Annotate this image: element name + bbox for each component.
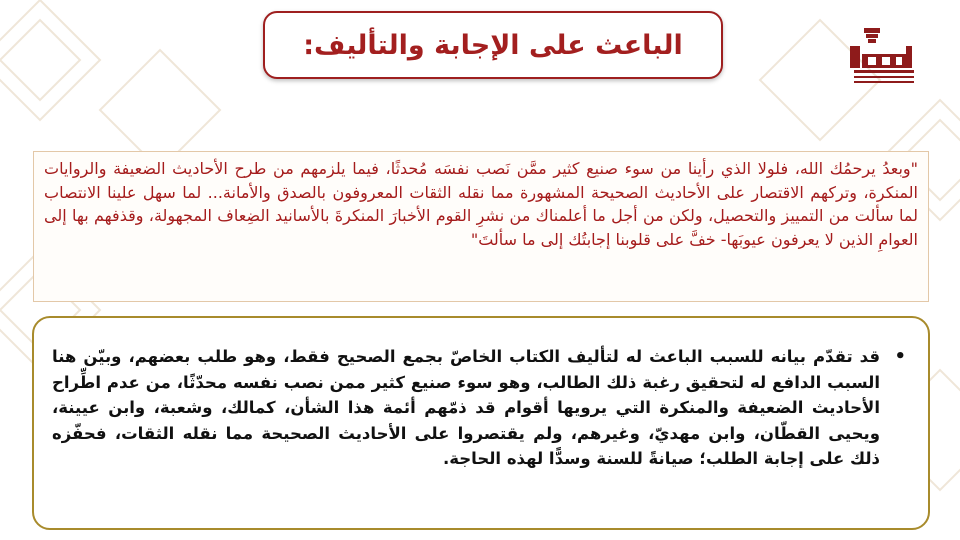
slide-title: الباعث على الإجابة والتأليف: (303, 29, 683, 61)
bullet-point: • (894, 346, 906, 367)
explanation-paragraph (52, 344, 910, 472)
muslim-quote: "وبعدُ يرحمُك الله، فلولا الذي رأينا من سوء صنيع كثير ممَّن نَصب نفسَه مُحدثًا، فيما يلزمهم من طرح الأحاديث الضعيفة والروايات المنكرة، وتركهم الاقتصار على الأحاديث الصحيحة المشهورة مما نقله الثقات المعروفون بالصدق والأمانة... لما سهل علينا الانتصاب لما سألت من التمييز والتحصيل، ولكن من أجل ما أعلمناك من نشرِ القوم الأخبارَ المنكرةَ بالأسانيد الضِعاف المجهولة، وقذفهم بها إلى العوامِ الذين لا يعرفون عيوبَها- خفَّ على قلوبنا إجابتُك إلى ما سألتَ" (44, 159, 918, 249)
quote-box (33, 151, 929, 302)
ihkam-logo (846, 26, 928, 92)
title-box (263, 11, 723, 79)
explanation-text: قد تقدّم بيانه للسبب الباعث له لتأليف الكتاب الخاصّ بجمع الصحيح فقط، وهو طلب بعضهم، وبيّن هنا السبب الدافع له لتحقيق رغبة ذلك الطالب، وهو سوء صنيع كثير ممن نصب نفسه محدّثًا، من عدم اطِّراح الأحاديث الضعيفة والمنكرة التي يرويها أقوام قد ذمّهم أئمة هذا الشأن، كمالك، وشعبة، وابن عيينة، ويحيى القطّان، وابن مهديّ، وغيرهم، ولم يقتصروا على الأحاديث الصحيحة مما نقله الثقات، فحفّزه ذلك على إجابة الطلب؛ صيانةً للسنة وسدًّا لهذه الحاجة. (52, 347, 880, 468)
explanation-box (32, 316, 930, 530)
